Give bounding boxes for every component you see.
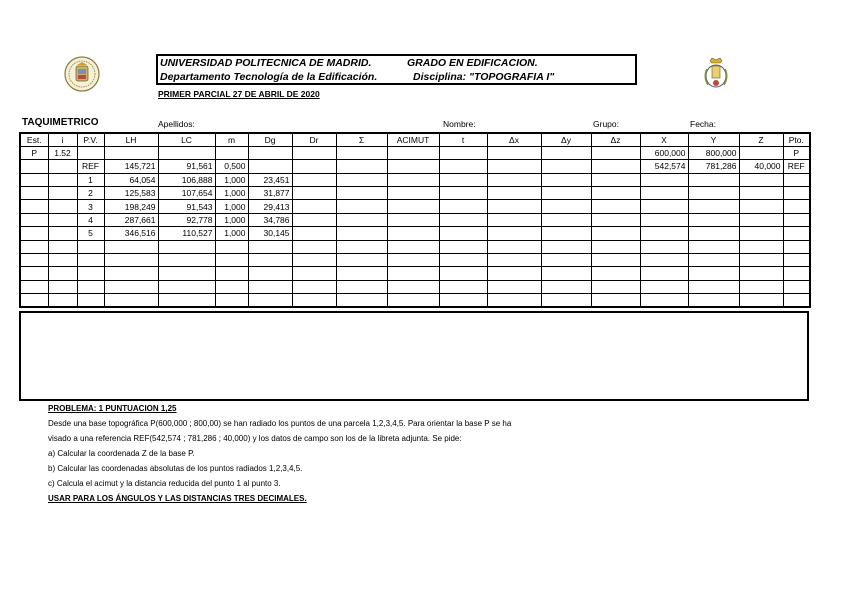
table-cell xyxy=(292,173,336,186)
exam-title: PRIMER PARCIAL 27 DE ABRIL DE 2020 xyxy=(158,89,320,99)
table-cell xyxy=(215,146,248,159)
table-cell xyxy=(77,294,104,307)
table-cell: P xyxy=(20,146,48,159)
table-cell xyxy=(541,187,591,200)
table-cell xyxy=(439,227,487,240)
grupo-label: Grupo: xyxy=(593,119,619,129)
table-cell: 125,583 xyxy=(104,187,158,200)
table-cell xyxy=(292,227,336,240)
table-cell xyxy=(541,160,591,173)
table-cell xyxy=(215,267,248,280)
problem-item-c: c) Calcula el acimut y la distancia reducida del punto 1 al punto 3. xyxy=(48,479,281,488)
table-cell xyxy=(739,294,783,307)
table-cell: 107,654 xyxy=(158,187,215,200)
table-row xyxy=(20,280,810,293)
table-cell xyxy=(591,267,640,280)
table-cell xyxy=(688,200,739,213)
table-cell xyxy=(739,213,783,226)
table-cell xyxy=(48,254,77,267)
university-crest-logo xyxy=(64,56,100,92)
table-cell: 287,661 xyxy=(104,213,158,226)
table-cell xyxy=(739,280,783,293)
table-cell xyxy=(104,240,158,253)
table-row xyxy=(20,200,810,213)
table-cell xyxy=(387,267,439,280)
table-cell: 23,451 xyxy=(248,173,292,186)
table-cell xyxy=(215,254,248,267)
table-cell xyxy=(541,294,591,307)
table-cell xyxy=(20,294,48,307)
column-header: Dr xyxy=(292,133,336,146)
table-cell xyxy=(387,146,439,159)
table-cell xyxy=(541,173,591,186)
notes-box xyxy=(19,311,809,401)
table-cell xyxy=(336,294,387,307)
column-header: P.V. xyxy=(77,133,104,146)
table-cell xyxy=(640,240,688,253)
table-cell: 31,877 xyxy=(248,187,292,200)
table-cell xyxy=(541,240,591,253)
table-cell xyxy=(439,280,487,293)
table-cell xyxy=(292,267,336,280)
table-cell xyxy=(640,187,688,200)
table-cell: 2 xyxy=(77,187,104,200)
table-cell xyxy=(591,280,640,293)
column-header: Δz xyxy=(591,133,640,146)
column-header: Δy xyxy=(541,133,591,146)
table-cell xyxy=(591,200,640,213)
table-cell xyxy=(248,240,292,253)
table-cell xyxy=(439,146,487,159)
table-cell xyxy=(591,213,640,226)
column-header: LH xyxy=(104,133,158,146)
table-cell xyxy=(248,267,292,280)
table-cell xyxy=(77,146,104,159)
table-cell xyxy=(215,294,248,307)
table-cell xyxy=(158,267,215,280)
table-cell xyxy=(336,254,387,267)
table-cell xyxy=(739,254,783,267)
table-cell xyxy=(739,200,783,213)
table-cell: 91,561 xyxy=(158,160,215,173)
table-cell xyxy=(20,173,48,186)
column-header: Z xyxy=(739,133,783,146)
discipline-name: Disciplina: "TOPOGRAFIA I" xyxy=(413,71,555,83)
table-cell xyxy=(688,213,739,226)
table-cell xyxy=(487,267,541,280)
column-header: Dg xyxy=(248,133,292,146)
header-box xyxy=(156,54,637,85)
problem-line-1: Desde una base topográfica P(600,000 ; 800,00) se han radiado los puntos de una parcela 1,2,3,4,5. Para orientar la base P se ha xyxy=(48,419,512,428)
table-row xyxy=(20,267,810,280)
table-cell xyxy=(20,213,48,226)
table-cell xyxy=(215,240,248,253)
column-header: Est. xyxy=(20,133,48,146)
table-cell: 1.52 xyxy=(48,146,77,159)
table-cell xyxy=(158,280,215,293)
degree-name: GRADO EN EDIFICACION. xyxy=(407,57,538,69)
table-cell xyxy=(387,213,439,226)
table-cell xyxy=(336,240,387,253)
table-cell: 1 xyxy=(77,173,104,186)
table-cell xyxy=(688,254,739,267)
problem-note: USAR PARA LOS ÁNGULOS Y LAS DISTANCIAS TRES DECIMALES. xyxy=(48,494,307,503)
table-cell xyxy=(336,146,387,159)
table-cell xyxy=(591,146,640,159)
table-cell: 30,145 xyxy=(248,227,292,240)
table-cell: 1,000 xyxy=(215,173,248,186)
taquimetric-table xyxy=(19,132,811,308)
problem-title: PROBLEMA: 1 PUNTUACION 1,25 xyxy=(48,404,177,413)
column-header: Δx xyxy=(487,133,541,146)
table-cell: 0,500 xyxy=(215,160,248,173)
column-header: ACIMUT xyxy=(387,133,439,146)
table-cell xyxy=(739,187,783,200)
apellidos-label: Apellidos: xyxy=(158,119,195,129)
table-cell: 110,527 xyxy=(158,227,215,240)
table-cell: 40,000 xyxy=(739,160,783,173)
table-cell xyxy=(292,200,336,213)
table-cell xyxy=(487,227,541,240)
table-cell xyxy=(387,227,439,240)
table-cell xyxy=(541,267,591,280)
table-row xyxy=(20,173,810,186)
table-row xyxy=(20,187,810,200)
table-cell xyxy=(439,254,487,267)
table-cell xyxy=(248,254,292,267)
table-cell xyxy=(387,187,439,200)
table-cell xyxy=(104,294,158,307)
table-cell: 1,000 xyxy=(215,200,248,213)
table-cell xyxy=(439,187,487,200)
table-cell xyxy=(48,294,77,307)
table-cell xyxy=(487,173,541,186)
table-cell xyxy=(387,200,439,213)
table-cell xyxy=(640,280,688,293)
table-cell xyxy=(77,280,104,293)
table-cell xyxy=(487,146,541,159)
table-cell xyxy=(215,280,248,293)
table-cell xyxy=(541,280,591,293)
table-cell xyxy=(158,240,215,253)
table-cell xyxy=(336,227,387,240)
table-cell: 800,000 xyxy=(688,146,739,159)
table-cell xyxy=(783,280,810,293)
column-header: X xyxy=(640,133,688,146)
table-cell: P xyxy=(783,146,810,159)
table-cell xyxy=(640,173,688,186)
column-header: Y xyxy=(688,133,739,146)
table-cell xyxy=(387,254,439,267)
table-cell xyxy=(387,294,439,307)
fecha-label: Fecha: xyxy=(690,119,716,129)
table-cell: 600,000 xyxy=(640,146,688,159)
table-cell xyxy=(487,160,541,173)
table-cell xyxy=(640,213,688,226)
table-cell xyxy=(387,280,439,293)
table-cell xyxy=(48,280,77,293)
column-header: Pto. xyxy=(783,133,810,146)
table-cell xyxy=(783,267,810,280)
table-cell xyxy=(541,227,591,240)
table-cell xyxy=(541,200,591,213)
table-cell xyxy=(640,294,688,307)
table-cell xyxy=(77,254,104,267)
table-cell xyxy=(20,160,48,173)
table-cell xyxy=(336,213,387,226)
table-cell xyxy=(688,267,739,280)
table-cell xyxy=(104,254,158,267)
table-cell: 34,786 xyxy=(248,213,292,226)
table-row xyxy=(20,160,810,173)
table-cell xyxy=(640,267,688,280)
table-cell xyxy=(387,240,439,253)
table-cell xyxy=(336,187,387,200)
table-cell xyxy=(541,254,591,267)
table-cell xyxy=(20,267,48,280)
table-cell xyxy=(248,160,292,173)
table-cell xyxy=(541,213,591,226)
table-cell: 106,888 xyxy=(158,173,215,186)
table-cell xyxy=(487,240,541,253)
table-cell: 781,286 xyxy=(688,160,739,173)
table-cell xyxy=(439,200,487,213)
table-cell xyxy=(336,280,387,293)
table-cell xyxy=(688,187,739,200)
table-cell: 1,000 xyxy=(215,187,248,200)
table-cell xyxy=(591,160,640,173)
table-cell xyxy=(292,280,336,293)
table-row xyxy=(20,294,810,307)
column-header: Σ xyxy=(336,133,387,146)
table-cell xyxy=(487,254,541,267)
table-cell xyxy=(248,146,292,159)
school-emblem-logo xyxy=(698,55,734,91)
column-header: m xyxy=(215,133,248,146)
table-cell: 92,778 xyxy=(158,213,215,226)
table-cell: 5 xyxy=(77,227,104,240)
table-cell xyxy=(292,294,336,307)
table-cell xyxy=(688,227,739,240)
table-cell: 145,721 xyxy=(104,160,158,173)
table-cell xyxy=(783,173,810,186)
table-cell xyxy=(387,160,439,173)
column-header: t xyxy=(439,133,487,146)
table-cell xyxy=(783,200,810,213)
table-row xyxy=(20,254,810,267)
table-cell xyxy=(591,254,640,267)
table-cell xyxy=(158,146,215,159)
table-cell xyxy=(439,240,487,253)
table-cell xyxy=(292,254,336,267)
table-cell xyxy=(688,173,739,186)
table-cell xyxy=(439,213,487,226)
table-cell xyxy=(104,280,158,293)
university-name: UNIVERSIDAD POLITECNICA DE MADRID. xyxy=(160,57,372,69)
table-cell: 4 xyxy=(77,213,104,226)
table-cell xyxy=(783,294,810,307)
table-row xyxy=(20,213,810,226)
section-title: TAQUIMETRICO xyxy=(22,117,99,128)
table-cell xyxy=(292,146,336,159)
table-cell xyxy=(439,160,487,173)
table-cell: 1,000 xyxy=(215,213,248,226)
table-cell xyxy=(487,200,541,213)
table-cell xyxy=(739,240,783,253)
table-cell xyxy=(48,200,77,213)
column-header: i xyxy=(48,133,77,146)
table-cell xyxy=(640,227,688,240)
table-cell xyxy=(48,187,77,200)
table-cell xyxy=(104,146,158,159)
department-name: Departamento Tecnología de la Edificación. xyxy=(160,71,378,83)
table-cell: 1,000 xyxy=(215,227,248,240)
table-cell xyxy=(591,240,640,253)
problem-line-2: visado a una referencia REF(542,574 ; 781,286 ; 40,000) y los datos de campo son los de la libreta adjunta. Se pide: xyxy=(48,434,462,443)
table-cell xyxy=(48,173,77,186)
table-cell xyxy=(77,240,104,253)
table-cell: 542,574 xyxy=(640,160,688,173)
table-cell xyxy=(158,294,215,307)
table-cell xyxy=(783,254,810,267)
table-cell xyxy=(591,294,640,307)
table-cell xyxy=(48,160,77,173)
table-cell xyxy=(20,200,48,213)
table-cell xyxy=(487,294,541,307)
table-cell xyxy=(48,213,77,226)
table-row xyxy=(20,146,810,159)
table-cell xyxy=(783,240,810,253)
table-cell xyxy=(292,187,336,200)
table-cell xyxy=(688,240,739,253)
table-cell xyxy=(336,267,387,280)
table-cell xyxy=(591,187,640,200)
table-cell xyxy=(739,267,783,280)
table-cell xyxy=(104,267,158,280)
table-cell xyxy=(640,200,688,213)
problem-item-b: b) Calcular las coordenadas absolutas de los puntos radiados 1,2,3,4,5. xyxy=(48,464,303,473)
nombre-label: Nombre: xyxy=(443,119,476,129)
table-cell xyxy=(48,240,77,253)
table-cell xyxy=(20,240,48,253)
table-cell xyxy=(20,227,48,240)
problem-item-a: a) Calcular la coordenada Z de la base P. xyxy=(48,449,195,458)
table-row xyxy=(20,227,810,240)
table-cell xyxy=(739,227,783,240)
table-row xyxy=(20,240,810,253)
table-cell xyxy=(20,187,48,200)
table-cell xyxy=(336,173,387,186)
table-cell xyxy=(20,254,48,267)
table-cell: 64,054 xyxy=(104,173,158,186)
table-cell: 346,516 xyxy=(104,227,158,240)
table-cell xyxy=(248,280,292,293)
table-cell xyxy=(20,280,48,293)
table-cell: 3 xyxy=(77,200,104,213)
table-cell xyxy=(688,294,739,307)
table-cell xyxy=(591,227,640,240)
table-cell xyxy=(739,146,783,159)
table-cell xyxy=(48,227,77,240)
table-cell xyxy=(783,227,810,240)
table-cell xyxy=(591,173,640,186)
table-cell xyxy=(739,173,783,186)
table-cell: REF xyxy=(77,160,104,173)
table-cell xyxy=(158,254,215,267)
table-cell: 91,543 xyxy=(158,200,215,213)
table-cell xyxy=(783,213,810,226)
table-cell xyxy=(439,173,487,186)
table-cell xyxy=(487,213,541,226)
table-cell xyxy=(640,254,688,267)
table-cell xyxy=(292,160,336,173)
table-cell xyxy=(487,187,541,200)
table-header-row xyxy=(20,133,810,146)
table-cell xyxy=(487,280,541,293)
table-cell: REF xyxy=(783,160,810,173)
table-cell xyxy=(783,187,810,200)
table-cell xyxy=(292,240,336,253)
table-cell xyxy=(387,173,439,186)
table-cell xyxy=(439,267,487,280)
table-cell xyxy=(48,267,77,280)
table-cell xyxy=(688,280,739,293)
table-cell xyxy=(336,160,387,173)
table-cell xyxy=(292,213,336,226)
table-cell xyxy=(248,294,292,307)
table-cell xyxy=(439,294,487,307)
table-cell xyxy=(77,267,104,280)
column-header: LC xyxy=(158,133,215,146)
table-cell: 29,413 xyxy=(248,200,292,213)
table-cell: 198,249 xyxy=(104,200,158,213)
table-cell xyxy=(336,200,387,213)
table-cell xyxy=(541,146,591,159)
